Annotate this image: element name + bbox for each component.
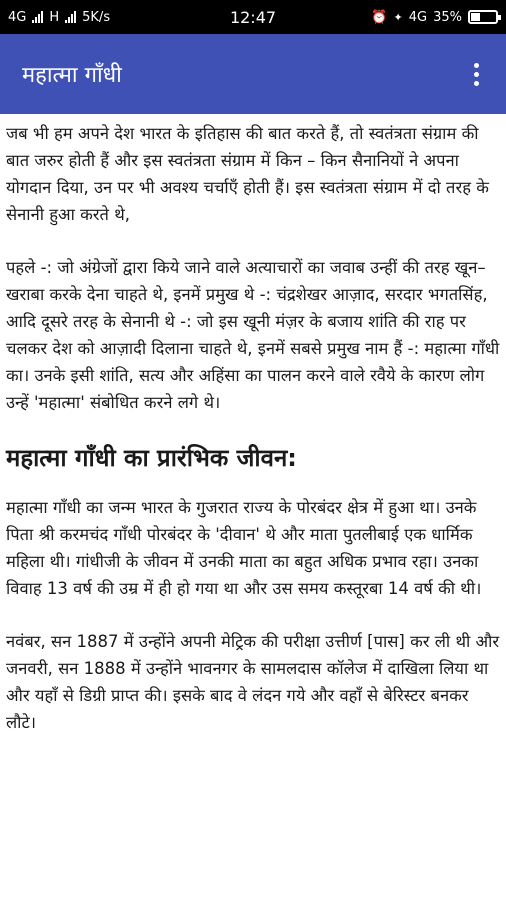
signal-icon: [65, 11, 76, 23]
network-type-2: H: [49, 9, 60, 25]
battery-fill: [471, 13, 480, 21]
battery-percent: 35%: [433, 9, 462, 25]
early-life-paragraph: महात्मा गाँधी का जन्म भारत के गुजरात राज्य के पोरबंदर क्षेत्र में हुआ था। उनके पिता श्री करमचंद गाँधी पोरबंदर के 'दीवान' थे और माता पुतलीबाई एक धार्मिक महिला थी। गांधीजी के जीवन में उनकी माता का बहुत अधिक प्रभाव रहा। उनका विवाह 13 वर्ष की उम्र में ही हो गया था और उस समय कस्तूरबा 14 वर्ष की थी।: [6, 498, 482, 598]
network-type-1: 4G: [8, 9, 27, 25]
section-heading: महात्मा गाँधी का प्रारंभिक जीवन:: [6, 444, 297, 472]
more-vert-icon[interactable]: [464, 54, 488, 94]
signal-icon: [32, 11, 43, 23]
battery-icon: [468, 10, 498, 24]
fighters-paragraph: पहले -: जो अंग्रेजों द्वारा किये जाने वाले अत्याचारों का जवाब उन्हीं की तरह खून–खराबा करके देना चाहते थे, इनमें प्रमुख थे -: चंद्रशेखर आज़ाद, सरदार भगतसिंह, आदि दूसरे तरह के सेनानी थे -: जो इस खूनी मंज़र के बजाय शांति की राह पर चलकर देश को आज़ादी दिलाना चाहते थे, इनमें सबसे प्रमुख नाम हैं -: महात्मा गाँधी का। उनके इसी शांति, सत्य और अहिंसा का पालन करने वाले रवैये के कारण लोग उन्हें 'महात्मा' संबोधित करने लगे थे।: [6, 258, 500, 412]
article-content: [0, 114, 506, 736]
status-right: [371, 10, 498, 25]
wifi-icon: ✦: [393, 10, 403, 24]
status-time: 12:47: [229, 7, 277, 27]
app-title: महात्मा गाँधी: [22, 63, 122, 88]
alarm-icon: ⏰: [371, 9, 388, 25]
education-paragraph: नवंबर, सन 1887 में उन्होंने अपनी मेट्रिक की परीक्षा उत्तीर्ण [पास] कर ली थी और जनवरी, सन 1888 में उन्होंने भावनगर के सामलदास कॉलेज में दाखिला लिया था और यहाँ से डिग्री प्राप्त की। इसके बाद वे लंदन गये और वहाँ से बेरिस्टर बनकर लौटे।: [6, 632, 500, 732]
app-bar: [0, 34, 506, 114]
status-left: [8, 10, 110, 25]
status-bar: [0, 0, 506, 34]
intro-paragraph: जब भी हम अपने देश भारत के इतिहास की बात करते हैं, तो स्वतंत्रता संग्राम की बात जरुर होती हैं और इस स्वतंत्रता संग्राम में किन – किन सैनानियों ने अपना योगदान दिया, उन पर भी अवश्य चर्चाएँ होती हैं। इस स्वतंत्रता संग्राम में दो तरह के सेनानी हुआ करते थे,: [6, 124, 489, 224]
network-speed: 5K/s: [82, 9, 111, 25]
network-type-3: 4G: [408, 9, 428, 25]
